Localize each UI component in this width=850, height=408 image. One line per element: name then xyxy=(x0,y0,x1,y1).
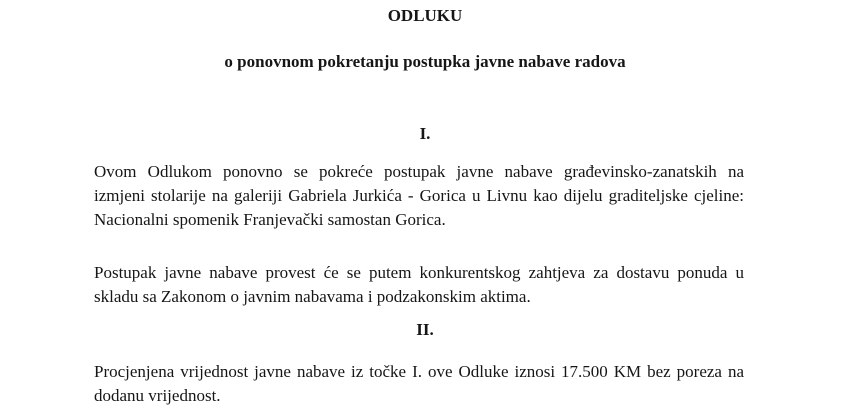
paragraph-line: skladu sa Zakonom o javnim nabavama i podzakonskim aktima. xyxy=(94,287,531,306)
paragraph-line: Postupak javne nabave provest će se putem konkurentskog zahtjeva za dostavu ponuda u xyxy=(94,263,744,282)
document-heading: ODLUKU xyxy=(387,6,463,25)
paragraph-line: izmjeni stolarije na galeriji Gabriela Jurkića - Gorica u Livnu kao dijelu graditeljske cjeline: xyxy=(94,186,744,205)
paragraph-line: dodanu vrijednost. xyxy=(94,386,221,405)
section-number-2: II. xyxy=(416,320,434,339)
section-1-paragraph-1 xyxy=(94,160,744,232)
paragraph-line: Nacionalni spomenik Franjevački samostan Gorica. xyxy=(94,210,446,229)
document-subheading: o ponovnom pokretanju postupka javne nabave radova xyxy=(224,52,626,71)
section-2-paragraph-1 xyxy=(94,360,744,408)
paragraph-line: Ovom Odlukom ponovno se pokreće postupak javne nabave građevinsko-zanatskih na xyxy=(94,162,744,181)
section-1-paragraph-2 xyxy=(94,261,744,309)
section-number-1: I. xyxy=(419,124,431,143)
paragraph-line: Procjenjena vrijednost javne nabave iz točke I. ove Odluke iznosi 17.500 KM bez poreza na xyxy=(94,362,744,381)
